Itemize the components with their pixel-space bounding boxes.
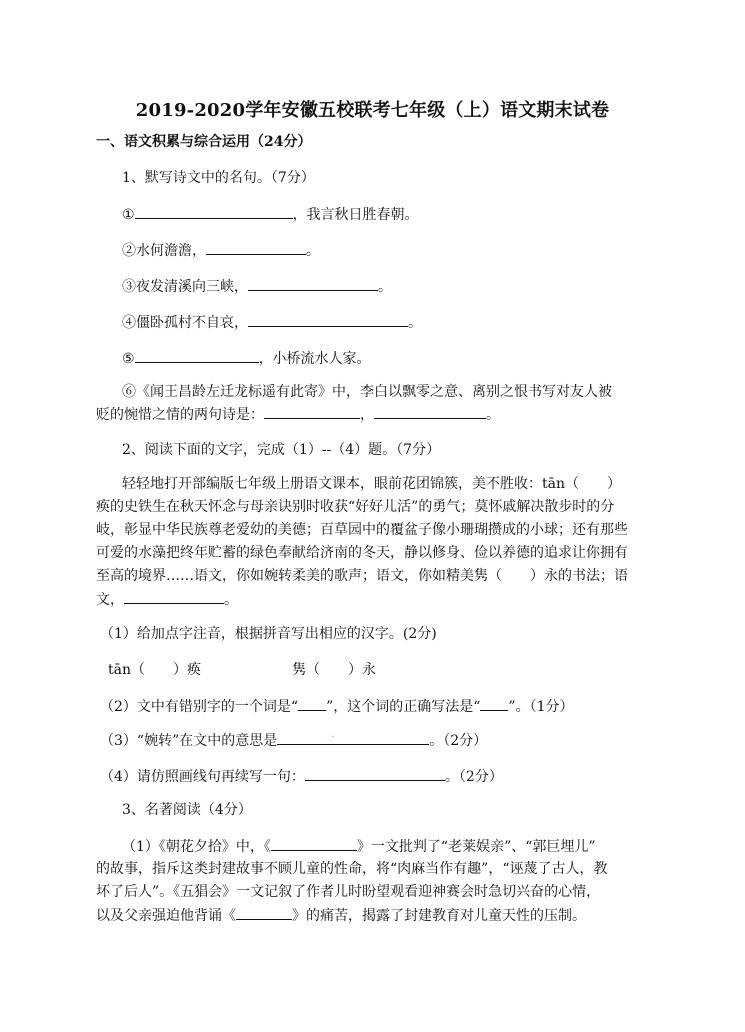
question-text: ”。（1分） <box>508 699 574 715</box>
answer-blank[interactable] <box>124 589 224 604</box>
answer-blank[interactable] <box>298 696 326 711</box>
answer-blank[interactable] <box>374 404 486 419</box>
question-text: （3）“婉转”在文中的意思是 <box>100 733 278 749</box>
q3-line-2: 的故事，指斥这类封建故事不顾儿童的性命，将“肉麻当作有趣”，“诬蔑了古人，教 <box>96 861 608 877</box>
answer-blank[interactable] <box>480 696 508 711</box>
q2-sub4 <box>100 766 503 787</box>
q1-item-1 <box>122 204 419 225</box>
dot-mark: · <box>331 732 335 743</box>
question-text: ”，这个词的正确写法是“ <box>326 699 481 715</box>
passage-line: 痪的史铁生在秋天怀念与母亲诀别时收获“好好儿活”的勇气；莫怀戚解决散步时的分 <box>96 499 615 515</box>
question-text: 。（2分） <box>444 769 503 785</box>
answer-blank[interactable] <box>236 905 292 920</box>
question-text: （2）文中有错别字的一个词是“ <box>100 699 299 715</box>
q1-heading: 1、默写诗文中的名句。（7分） <box>122 170 315 186</box>
comma: ， <box>360 407 374 423</box>
q3-line-4 <box>96 905 586 926</box>
answer-blank[interactable] <box>135 204 293 219</box>
q2-sub1-blank-a: tān（ ）痪 <box>108 662 201 678</box>
q2-sub3 <box>100 730 487 751</box>
q1-item-4 <box>122 312 422 333</box>
answer-blank[interactable] <box>248 312 408 327</box>
item-prefix: ⑤ <box>122 351 135 367</box>
page-title: 2019-2020学年安徽五校联考七年级（上）语文期末试卷 <box>135 100 610 121</box>
q2-sub2 <box>100 696 573 717</box>
question-text: 。（2分） <box>429 733 488 749</box>
q1-item-3 <box>122 276 392 297</box>
item-suffix: ，我言秋日胜春朝。 <box>292 207 419 223</box>
q1-item-2 <box>122 240 320 261</box>
question-text: 以及父亲强迫他背诵《 <box>96 908 236 924</box>
question-text: （1）《朝花夕拾》中，《 <box>122 839 271 855</box>
item-suffix: 。 <box>306 243 320 259</box>
q1-item-6-line2 <box>96 404 500 425</box>
answer-blank[interactable] <box>135 348 259 363</box>
passage-line: 轻轻地打开部编版七年级上册语文课本，眼前花团锦簇，美不胜收：tān（ ） <box>122 476 621 492</box>
passage-last-line <box>96 589 238 610</box>
q2-sub1: （1）给加点字注音，根据拼音写出相应的汉字。(2分) <box>100 626 437 642</box>
question-text: （4）请仿照画线句再续写一句： <box>100 769 305 785</box>
question-text: 》的痛苦，揭露了封建教育对儿童天性的压制。 <box>292 908 586 924</box>
passage-line: 至高的境界……语文，你如婉转柔美的歌声；语文，你如精美隽（ ）永的书法；语 <box>96 568 628 584</box>
passage-line: 可爱的水藻把终年贮蓄的绿色奉献给济南的冬天，静以修身、俭以养德的追求让你拥有 <box>96 545 628 561</box>
passage-text: 。 <box>224 592 238 608</box>
item-suffix: 。 <box>486 407 500 423</box>
q1-item-5 <box>122 348 371 369</box>
passage-line: 岐，彰显中华民族尊老爱幼的美德；百草园中的覆盆子像小珊瑚攒成的小球；还有那些 <box>96 522 628 538</box>
item-prefix: ③夜发清溪向三峡， <box>122 279 248 295</box>
question-text: 》一文批判了“老莱娱亲”、“郭巨埋儿” <box>356 839 596 855</box>
item-suffix: ，小桥流水人家。 <box>258 351 371 367</box>
q3-line-3: 坏了后人”。《五猖会》一文记叙了作者儿时盼望观看迎神赛会时急切兴奋的心情， <box>96 884 601 900</box>
q3-line-1 <box>122 836 596 857</box>
item-suffix: 。 <box>408 315 422 331</box>
q3-heading: 3、名著阅读（4分） <box>122 802 252 818</box>
answer-blank[interactable] <box>277 730 429 745</box>
passage-text: 文， <box>96 592 124 608</box>
q2-heading: 2、阅读下面的文字，完成（1）--（4）题。（7分） <box>122 442 441 458</box>
answer-blank[interactable] <box>305 766 445 781</box>
item-prefix: ②水何澹澹， <box>122 243 206 259</box>
item-suffix: 。 <box>378 279 392 295</box>
answer-blank[interactable] <box>248 276 378 291</box>
answer-blank[interactable] <box>264 404 360 419</box>
q2-sub1-blank-b: 隽（ ）永 <box>292 662 376 678</box>
answer-blank[interactable] <box>271 836 357 851</box>
item-prefix: ① <box>122 207 135 223</box>
answer-blank[interactable] <box>206 240 306 255</box>
item-prefix: ④僵卧孤村不自哀， <box>122 315 248 331</box>
section-heading: 一、语文积累与综合运用（24分） <box>96 134 312 150</box>
q1-item-6-line1: ⑥《闻王昌龄左迁龙标遥有此寄》中，李白以飘零之意、离别之恨书写对友人被 <box>122 384 612 400</box>
item-prefix: 贬的惋惜之情的两句诗是： <box>96 407 264 423</box>
